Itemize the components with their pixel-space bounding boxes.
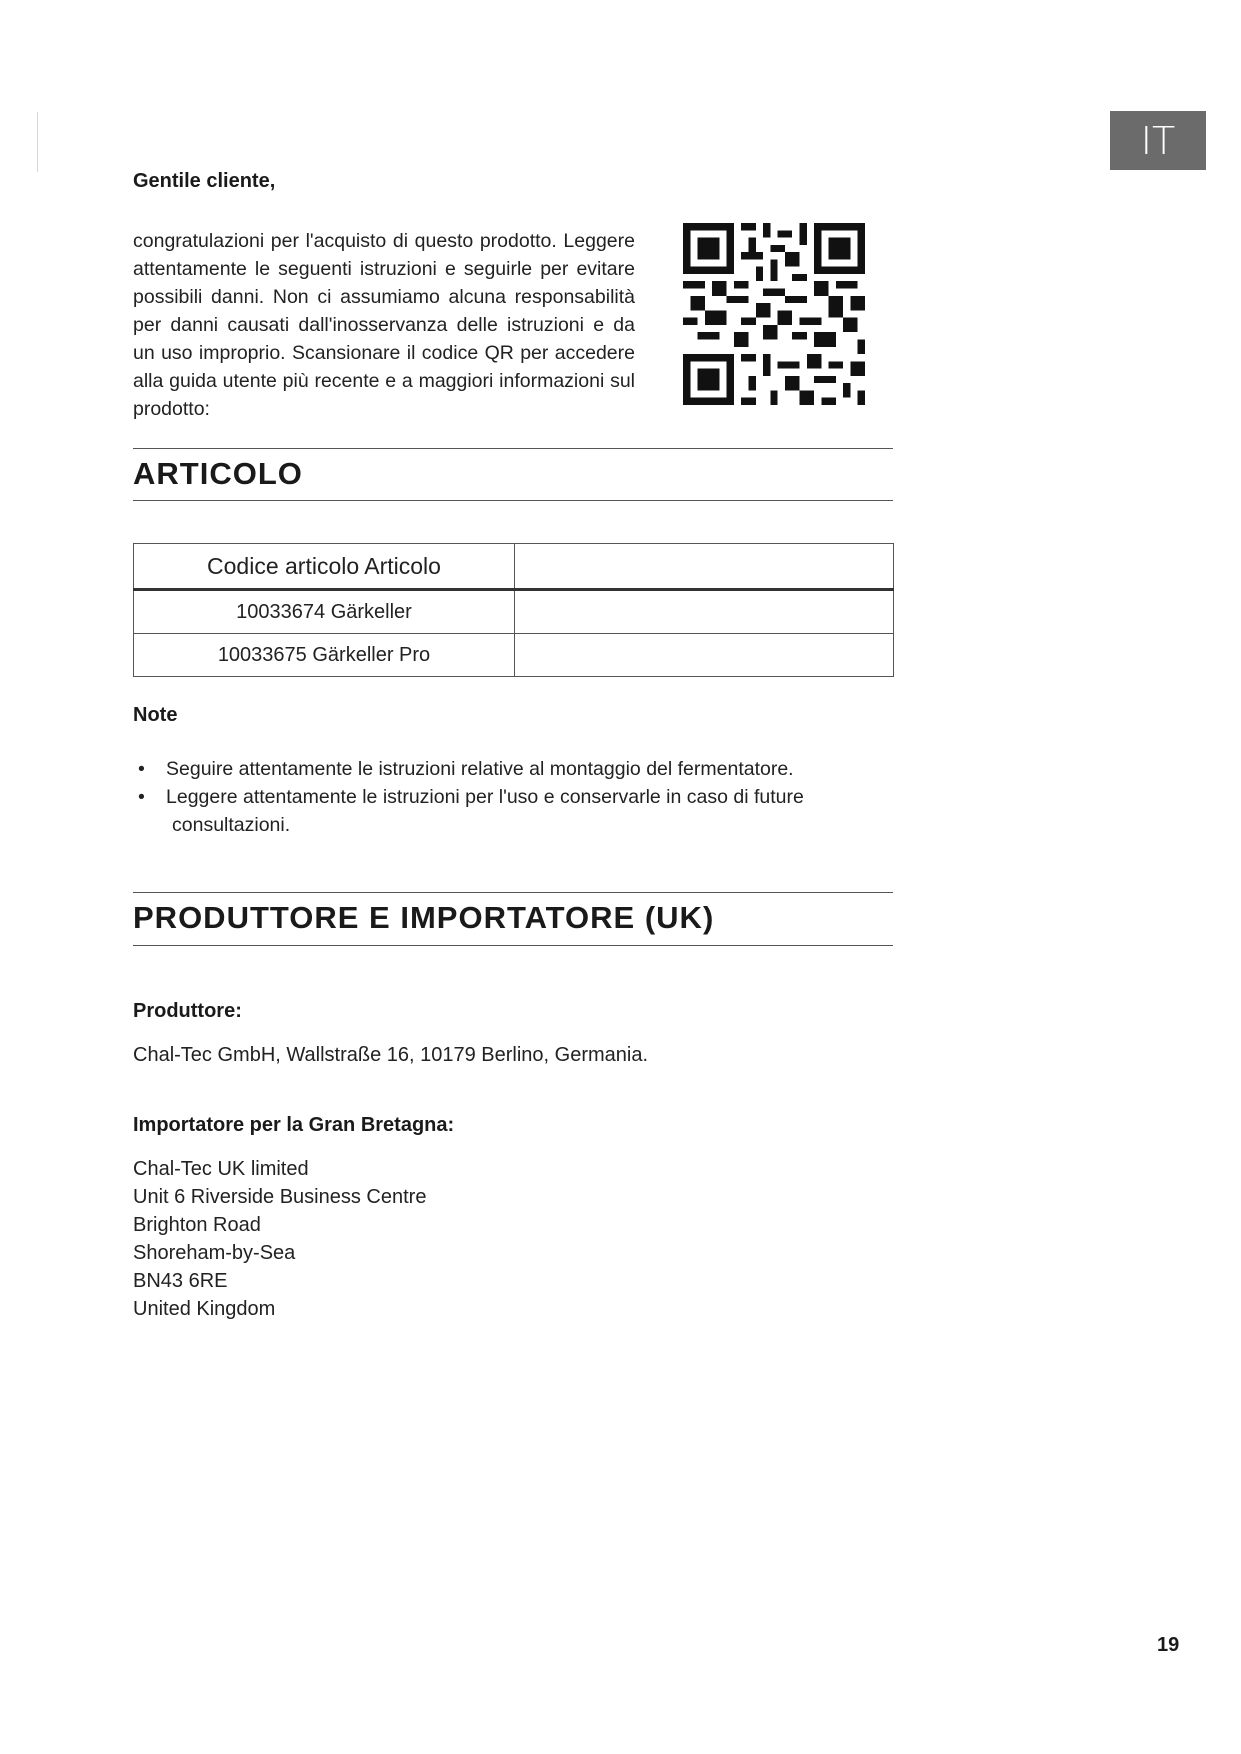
producer-label: Produttore:	[133, 1000, 242, 1022]
address-line: Chal-Tec UK limited	[133, 1158, 309, 1180]
table-header-row	[134, 544, 894, 590]
bullet-icon: •	[138, 786, 145, 808]
article-rule-bottom	[133, 500, 893, 501]
table-header-cell	[515, 544, 894, 590]
address-line: United Kingdom	[133, 1298, 276, 1320]
intro-paragraph: congratulazioni per l'acquisto di questo prodotto. Leggere attentamente le seguenti istruzioni e seguirle per evitare possibili danni. Non ci assumiamo alcuna responsabilità per danni causati dall'inosservanza delle istruzioni e da un uso improprio. Scansionare il codice QR per accedere alla guida utente più recente e a maggiori informazioni sul prodotto:	[133, 230, 635, 420]
language-tab: IT	[1110, 111, 1206, 170]
importer-label: Importatore per la Gran Bretagna:	[133, 1114, 455, 1136]
table-row	[134, 634, 894, 677]
notes-list	[133, 755, 853, 839]
table-cell	[515, 634, 894, 677]
table-header-cell: Codice articolo Articolo	[134, 544, 515, 590]
table-row	[134, 590, 894, 634]
article-rule-top	[133, 448, 893, 449]
producer-rule-bottom	[133, 945, 893, 946]
note-text: Leggere attentamente le istruzioni per l'uso e conservarle in caso di future	[166, 786, 804, 808]
bullet-icon: •	[138, 758, 145, 780]
address-line: Unit 6 Riverside Business Centre	[133, 1186, 427, 1208]
address-line: Brighton Road	[133, 1214, 261, 1236]
list-item	[133, 755, 853, 783]
qr-code	[683, 223, 865, 405]
list-item	[133, 783, 853, 839]
table-cell: 10033675 Gärkeller Pro	[134, 634, 515, 677]
margin-mark	[37, 112, 38, 172]
page-number: 19	[1157, 1634, 1180, 1656]
greeting: Gentile cliente,	[133, 170, 276, 192]
address-line: Shoreham-by-Sea	[133, 1242, 296, 1264]
producer-rule-top	[133, 892, 893, 893]
table-cell: 10033674 Gärkeller	[134, 590, 515, 634]
note-text: Seguire attentamente le istruzioni relative al montaggio del fermentatore.	[166, 758, 794, 780]
producer-address: Chal-Tec GmbH, Wallstraße 16, 10179 Berlino, Germania.	[133, 1044, 649, 1066]
importer-address	[133, 1155, 426, 1323]
article-table	[133, 543, 894, 677]
note-text-continued: consultazioni.	[172, 814, 291, 836]
article-section-title: ARTICOLO	[133, 456, 303, 491]
notes-title: Note	[133, 704, 178, 726]
producer-section-title: PRODUTTORE E IMPORTATORE (UK)	[133, 900, 715, 935]
table-cell	[515, 590, 894, 634]
address-line: BN43 6RE	[133, 1270, 228, 1292]
